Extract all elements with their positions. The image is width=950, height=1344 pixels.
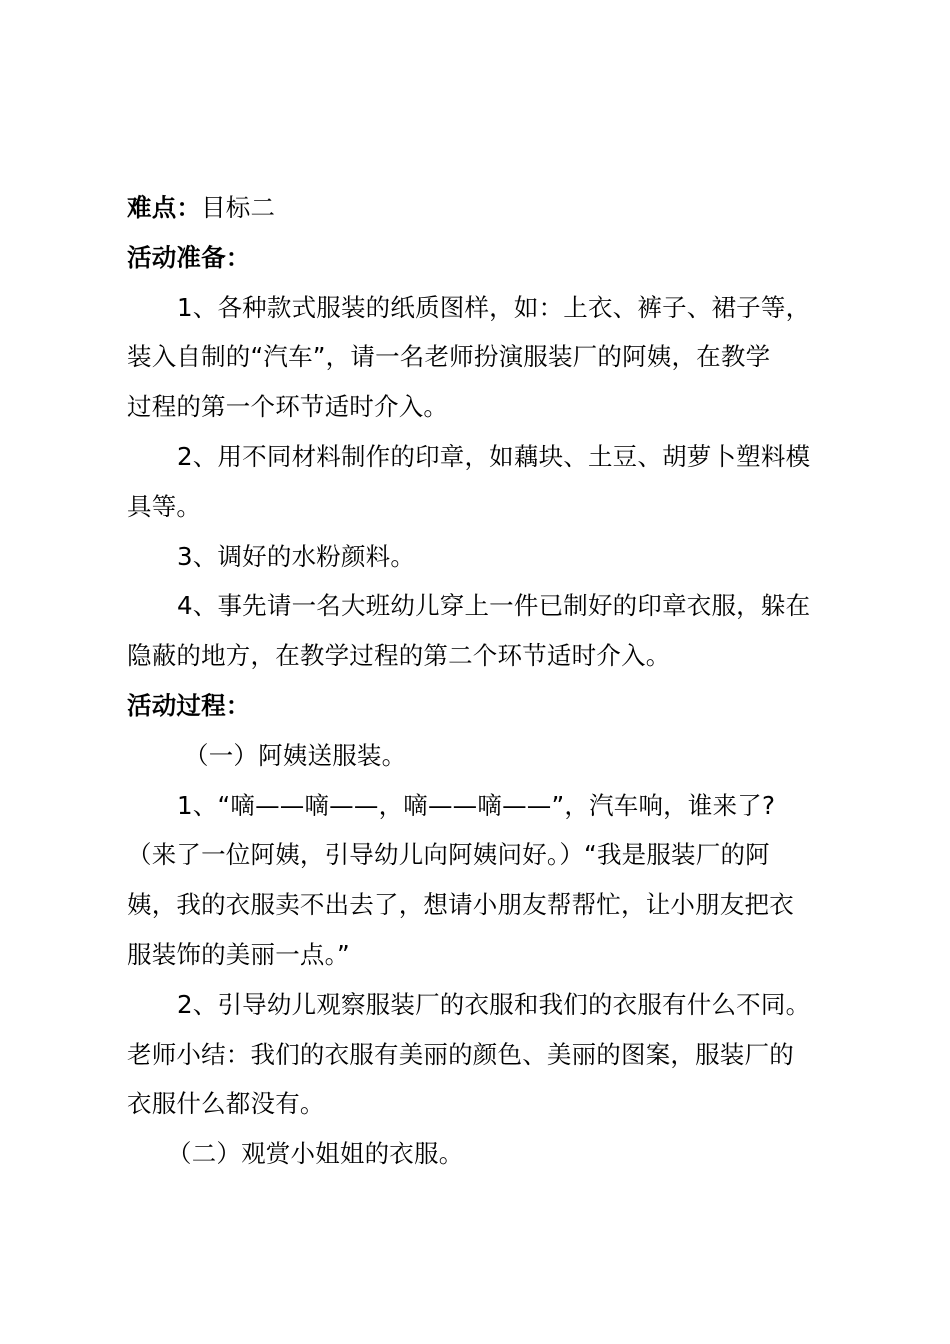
paragraph-line: 3、调好的水粉颜料。 <box>177 541 416 571</box>
difficulty-text: 目标二 <box>201 193 276 222</box>
difficulty-label: 难点： <box>127 193 202 222</box>
section-heading: （二）观赏小姐姐的衣服。 <box>167 1139 464 1169</box>
paragraph-line: 1、“嘀——嘀——，嘀——嘀——”，汽车响，谁来了? <box>177 790 776 820</box>
difficulty-line <box>127 183 837 233</box>
paragraph-line: 具等。 <box>127 491 202 521</box>
paragraph-line: 2、用不同材料制作的印章，如藕块、土豆、胡萝卜塑料模 <box>177 441 811 471</box>
paragraph-line: （来了一位阿姨，引导幼儿向阿姨问好。）“我是服装厂的阿 <box>127 840 770 870</box>
paragraph-line: 装入自制的“汽车”，请一名老师扮演服装厂的阿姨，在教学 <box>127 342 771 372</box>
paragraph-line: 老师小结：我们的衣服有美丽的颜色、美丽的图案，服装厂的 <box>127 1039 794 1069</box>
paragraph-line: 过程的第一个环节适时介入。 <box>127 392 449 422</box>
paragraph-line: 1、各种款式服装的纸质图样，如：上衣、裤子、裙子等， <box>177 292 811 322</box>
preparation-heading: 活动准备： <box>127 242 251 272</box>
section-heading: （一）阿姨送服装。 <box>184 740 407 770</box>
paragraph-line: 隐蔽的地方，在教学过程的第二个环节适时介入。 <box>127 641 671 671</box>
paragraph-line: 服装饰的美丽一点。” <box>127 939 350 969</box>
document-page <box>127 183 837 1179</box>
paragraph-line: 姨，我的衣服卖不出去了，想请小朋友帮帮忙，让小朋友把衣 <box>127 890 794 920</box>
paragraph-line: 衣服什么都没有。 <box>127 1089 325 1119</box>
paragraph-line: 4、事先请一名大班幼儿穿上一件已制好的印章衣服，躲在 <box>177 591 811 621</box>
process-heading: 活动过程： <box>127 690 251 720</box>
paragraph-line: 2、引导幼儿观察服装厂的衣服和我们的衣服有什么不同。 <box>177 989 811 1019</box>
